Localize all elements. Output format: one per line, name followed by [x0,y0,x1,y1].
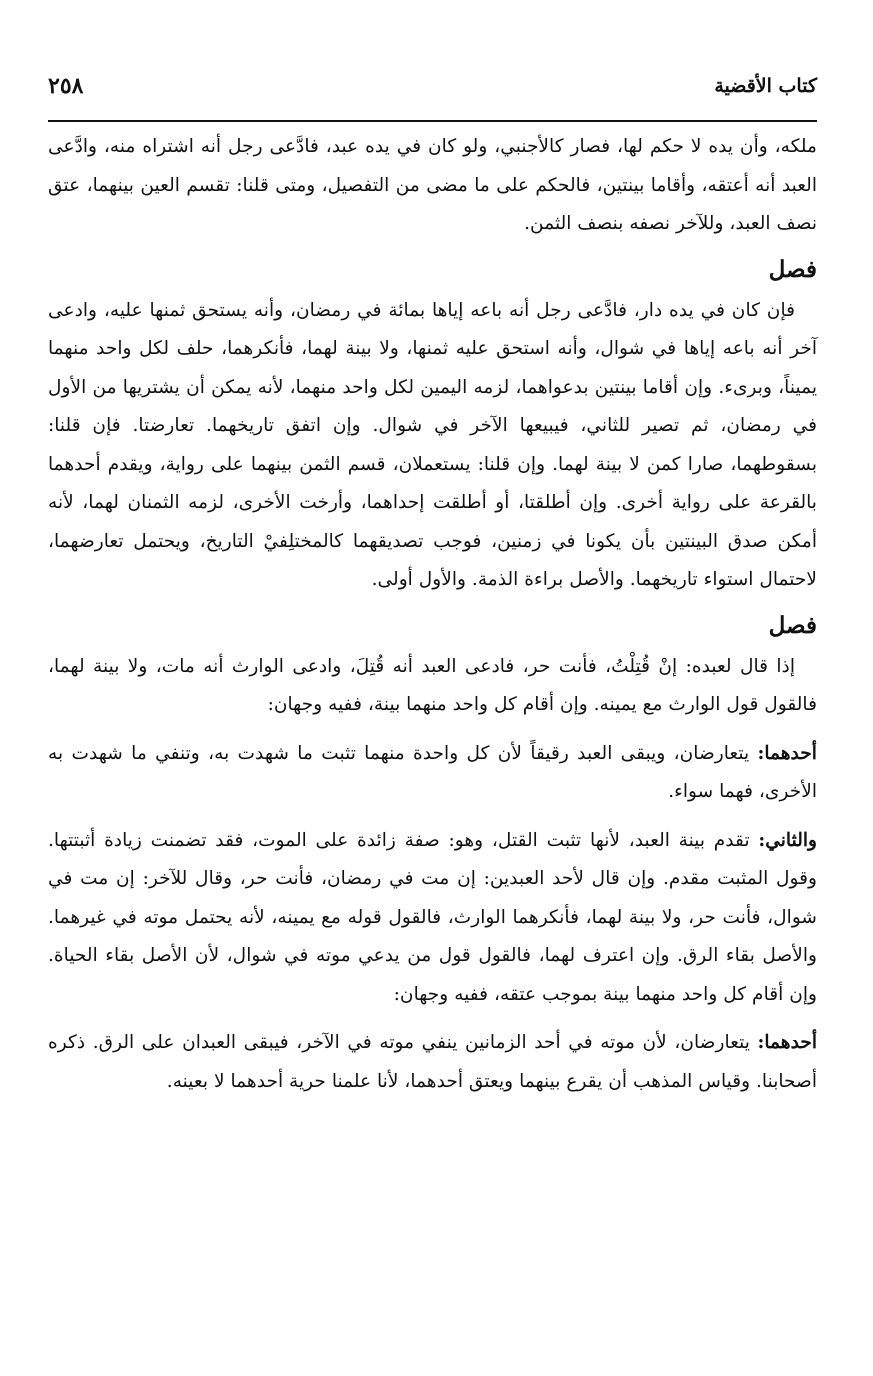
two-slaves-first-view-text: يتعارضان، لأن موته في أحد الزمانين ينفي موته في الآخر، فيبقى العبدان على الرق. ذكره أصحابنا. وقياس المذهب أن يقرع بينهما ويعتق أحدهما، لأنا علمنا حرية أحدهما لا بعينه. [48,1032,817,1092]
first-view-label: أحدهما: [757,742,817,764]
section-heading-1: فصل [768,255,817,283]
book-title: كتاب الأقضية [714,75,817,97]
paragraph-two-slaves-first-view [48,1024,817,1101]
page-number: ٢٥٨ [48,73,84,99]
two-slaves-first-view-label: أحدهما: [757,1032,817,1053]
second-view-text: تقدم بينة العبد، لأنها تثبت القتل، وهو: صفة زائدة على الموت، فقد تضمنت زيادة أثبتتها. وقول المثبت مقدم. وإن قال لأحد العبدين: إن مت في رمضان، فأنت حر، وقال للآخر: إن مت في شوال، فأنت حر، ولا بينة لهما، فأنكرهما الوارث، فالقول قوله مع يمينه، لأنه يحتمل موته في غيرهما. والأصل بقاء الرق. وإن اعترف لهما، فالقول قول من يدعي موته في شوال، لأن الأصل بقاء الحياة. وإن أقام كل واحد منهما بينة بموجب عتقه، ففيه وجهان: [48,829,817,1005]
paragraph-house-sale: فإن كان في يده دار، فادَّعى رجل أنه باعه إياها بمائة في رمضان، وأنه يستحق ثمنها عليه، وادعى آخر أنه باعه إياها في شوال، وأنه استحق عليه ثمنها، ولا بينة لهما، فأنكرهما، حلف لكل واحد منهما يميناً، وبرىء. وإن أقاما بينتين بدعواهما، لزمه اليمين لكل واحد منهما، لأنه يمكن أن يشتريها من الأول في رمضان، ثم تصير للثاني، فيبيعها الآخر في شوال. وإن اتفق تاريخهما. تعارضتا. فإن قلنا: بسقوطهما، صارا كمن لا بينة لهما. وإن قلنا: يستعملان، قسم الثمن بينهما على رواية، ويقدم أحدهما بالقرعة على رواية أخرى. وإن أطلقتا، أو أطلقت إحداهما، وأرخت الأخرى، لزمه الثمنان لهما، لأنه أمكن صدق البينتين بأن يكونا في زمنين، فوجب تصديقهما كالمختلِفيْ التاريخ، ويحتمل تعارضهما، لاحتمال استواء تاريخهما. والأصل براءة الذمة. والأول أولى. [48,299,817,590]
second-view-label: والثاني: [758,829,817,851]
section-heading-2: فصل [768,611,817,639]
paragraph-slave-killed: إذا قال لعبده: إنْ قُتِلْتُ، فأنت حر، فادعى العبد أنه قُتِلَ، وادعى الوارث أنه مات، ولا بينة لهما، فالقول قول الوارث مع يمينه. وإن أقام كل واحد منهما بينة، ففيه وجهان: [48,655,817,715]
paragraph-first-view [48,735,817,812]
first-view-text: يتعارضان، ويبقى العبد رقيقاً لأن كل واحدة منهما تثبت ما شهدت به، وتنفي ما شهدت به الأخرى، فهما سواء. [48,742,817,802]
page-body [48,128,817,1101]
paragraph-continuation: ملكه، وأن يده لا حكم لها، فصار كالأجنبي، ولو كان في يده عبد، فادَّعى رجل أنه اشتراه منه، وادَّعى العبد أنه أعتقه، وأقاما بينتين، فالحكم على ما مضى من التفصيل، ومتى قلنا: تقسم العين بينهما، عتق نصف العبد، وللآخر نصفه بنصف الثمن. [48,136,817,234]
header-rule [48,120,817,122]
running-header [48,66,817,106]
paragraph-second-view [48,822,817,1015]
